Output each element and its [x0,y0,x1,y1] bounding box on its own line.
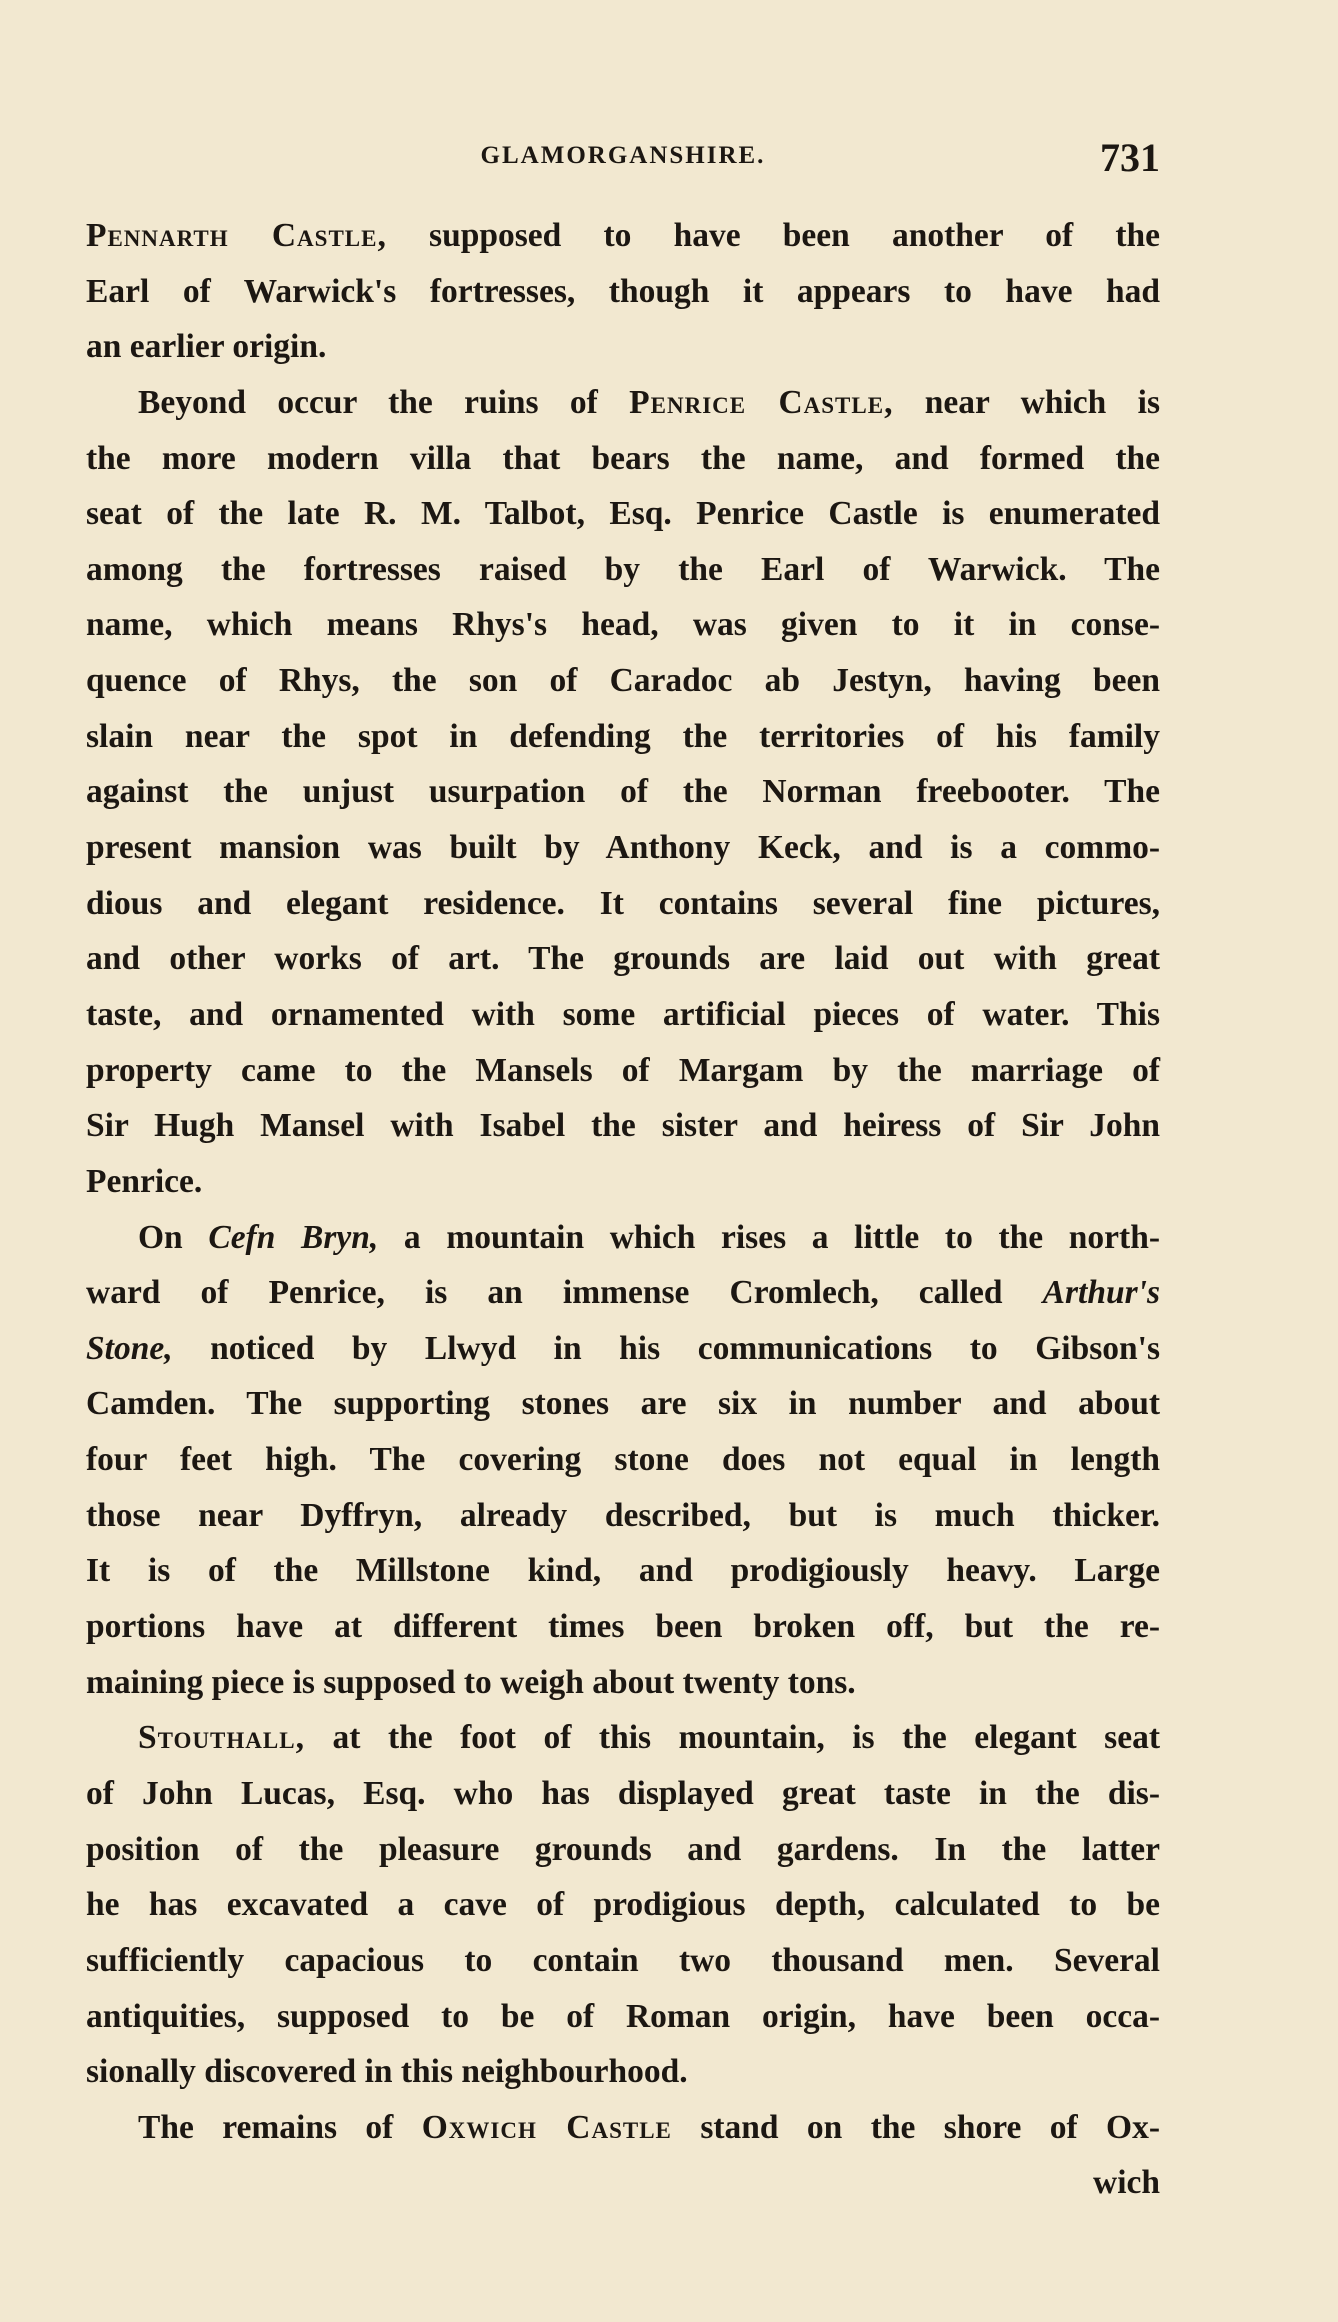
text-line: slain near the spot in defending the territories of his family [86,717,1160,755]
text-line: of John Lucas, Esq. who has displayed great taste in the dis- [86,1774,1160,1812]
italic-name: Stone, [86,1329,173,1367]
place-name: Stouthall, [138,1719,305,1757]
text-line: On Cefn Bryn, a mountain which rises a little to the north- [138,1218,1160,1256]
text-line: against the unjust usurpation of the Norman freebooter. The [86,773,1160,811]
running-head: GLAMORGANSHIRE. [480,142,766,169]
text-line: Sir Hugh Mansel with Isabel the sister and heiress of Sir John [86,1107,1160,1145]
text-line: property came to the Mansels of Margam by the marriage of [86,1051,1160,1089]
text-line: quence of Rhys, the son of Caradoc ab Jestyn, having been [86,662,1160,700]
text-line: Camden. The supporting stones are six in number and about [86,1385,1160,1423]
italic-name: Arthur's [1042,1274,1160,1312]
text-line: portions have at different times been broken off, but the re- [86,1608,1160,1646]
text-line: among the fortresses raised by the Earl of Warwick. The [86,550,1160,588]
italic-name: Cefn Bryn, [208,1218,379,1256]
text-line: dious and elegant residence. It contains several fine pictures, [86,884,1160,922]
page-header [86,135,1160,180]
text-line: ward of Penrice, is an immense Cromlech, called Arthur's [86,1274,1160,1312]
text-line: antiquities, supposed to be of Roman origin, have been occa- [86,1997,1160,2035]
text-line: name, which means Rhys's head, was given to it in conse- [86,606,1160,644]
place-name: Oxwich Castle [421,2108,672,2146]
text-line: sufficiently capacious to contain two thousand men. Several [86,1941,1160,1979]
text-line: four feet high. The covering stone does not equal in length [86,1441,1160,1479]
text-line: Pennarth Castle, supposed to have been another of the [86,217,1160,254]
text-line: he has excavated a cave of prodigious depth, calculated to be [86,1886,1160,1924]
text-line: It is of the Millstone kind, and prodigiously heavy. Large [86,1552,1160,1590]
text-line: maining piece is supposed to weigh about twenty tons. [86,1663,856,1701]
text-line: sionally discovered in this neighbourhood. [86,2053,688,2091]
text-line: Beyond occur the ruins of Penrice Castle, near which is [138,383,1160,421]
text-line: an earlier origin. [86,328,327,366]
text-line: position of the pleasure grounds and gardens. In the latter [86,1830,1160,1868]
text-line: Penrice. [86,1162,203,1200]
body-text [86,208,1160,2211]
text-line: the more modern villa that bears the name, and formed the [86,439,1160,477]
text-line: those near Dyffryn, already described, but is much thicker. [86,1496,1160,1534]
text-line: Earl of Warwick's fortresses, though it appears to have had [86,272,1160,310]
text-line: Stone, noticed by Llwyd in his communications to Gibson's [86,1329,1160,1367]
page-number: 731 [1100,135,1160,180]
place-name: Pennarth Castle, [86,217,387,254]
text-line: Stouthall, at the foot of this mountain, is the elegant seat [138,1719,1160,1757]
text-line: seat of the late R. M. Talbot, Esq. Penrice Castle is enumerated [86,495,1160,533]
text-line: present mansion was built by Anthony Keck, and is a commo- [86,829,1160,867]
text-line: and other works of art. The grounds are laid out with great [86,940,1160,978]
text-line: taste, and ornamented with some artificial pieces of water. This [86,995,1160,1033]
catchword: wich [1093,2164,1160,2202]
text-line: The remains of Oxwich Castle stand on the shore of Ox- [138,2108,1161,2146]
place-name: Penrice Castle, [629,383,894,421]
